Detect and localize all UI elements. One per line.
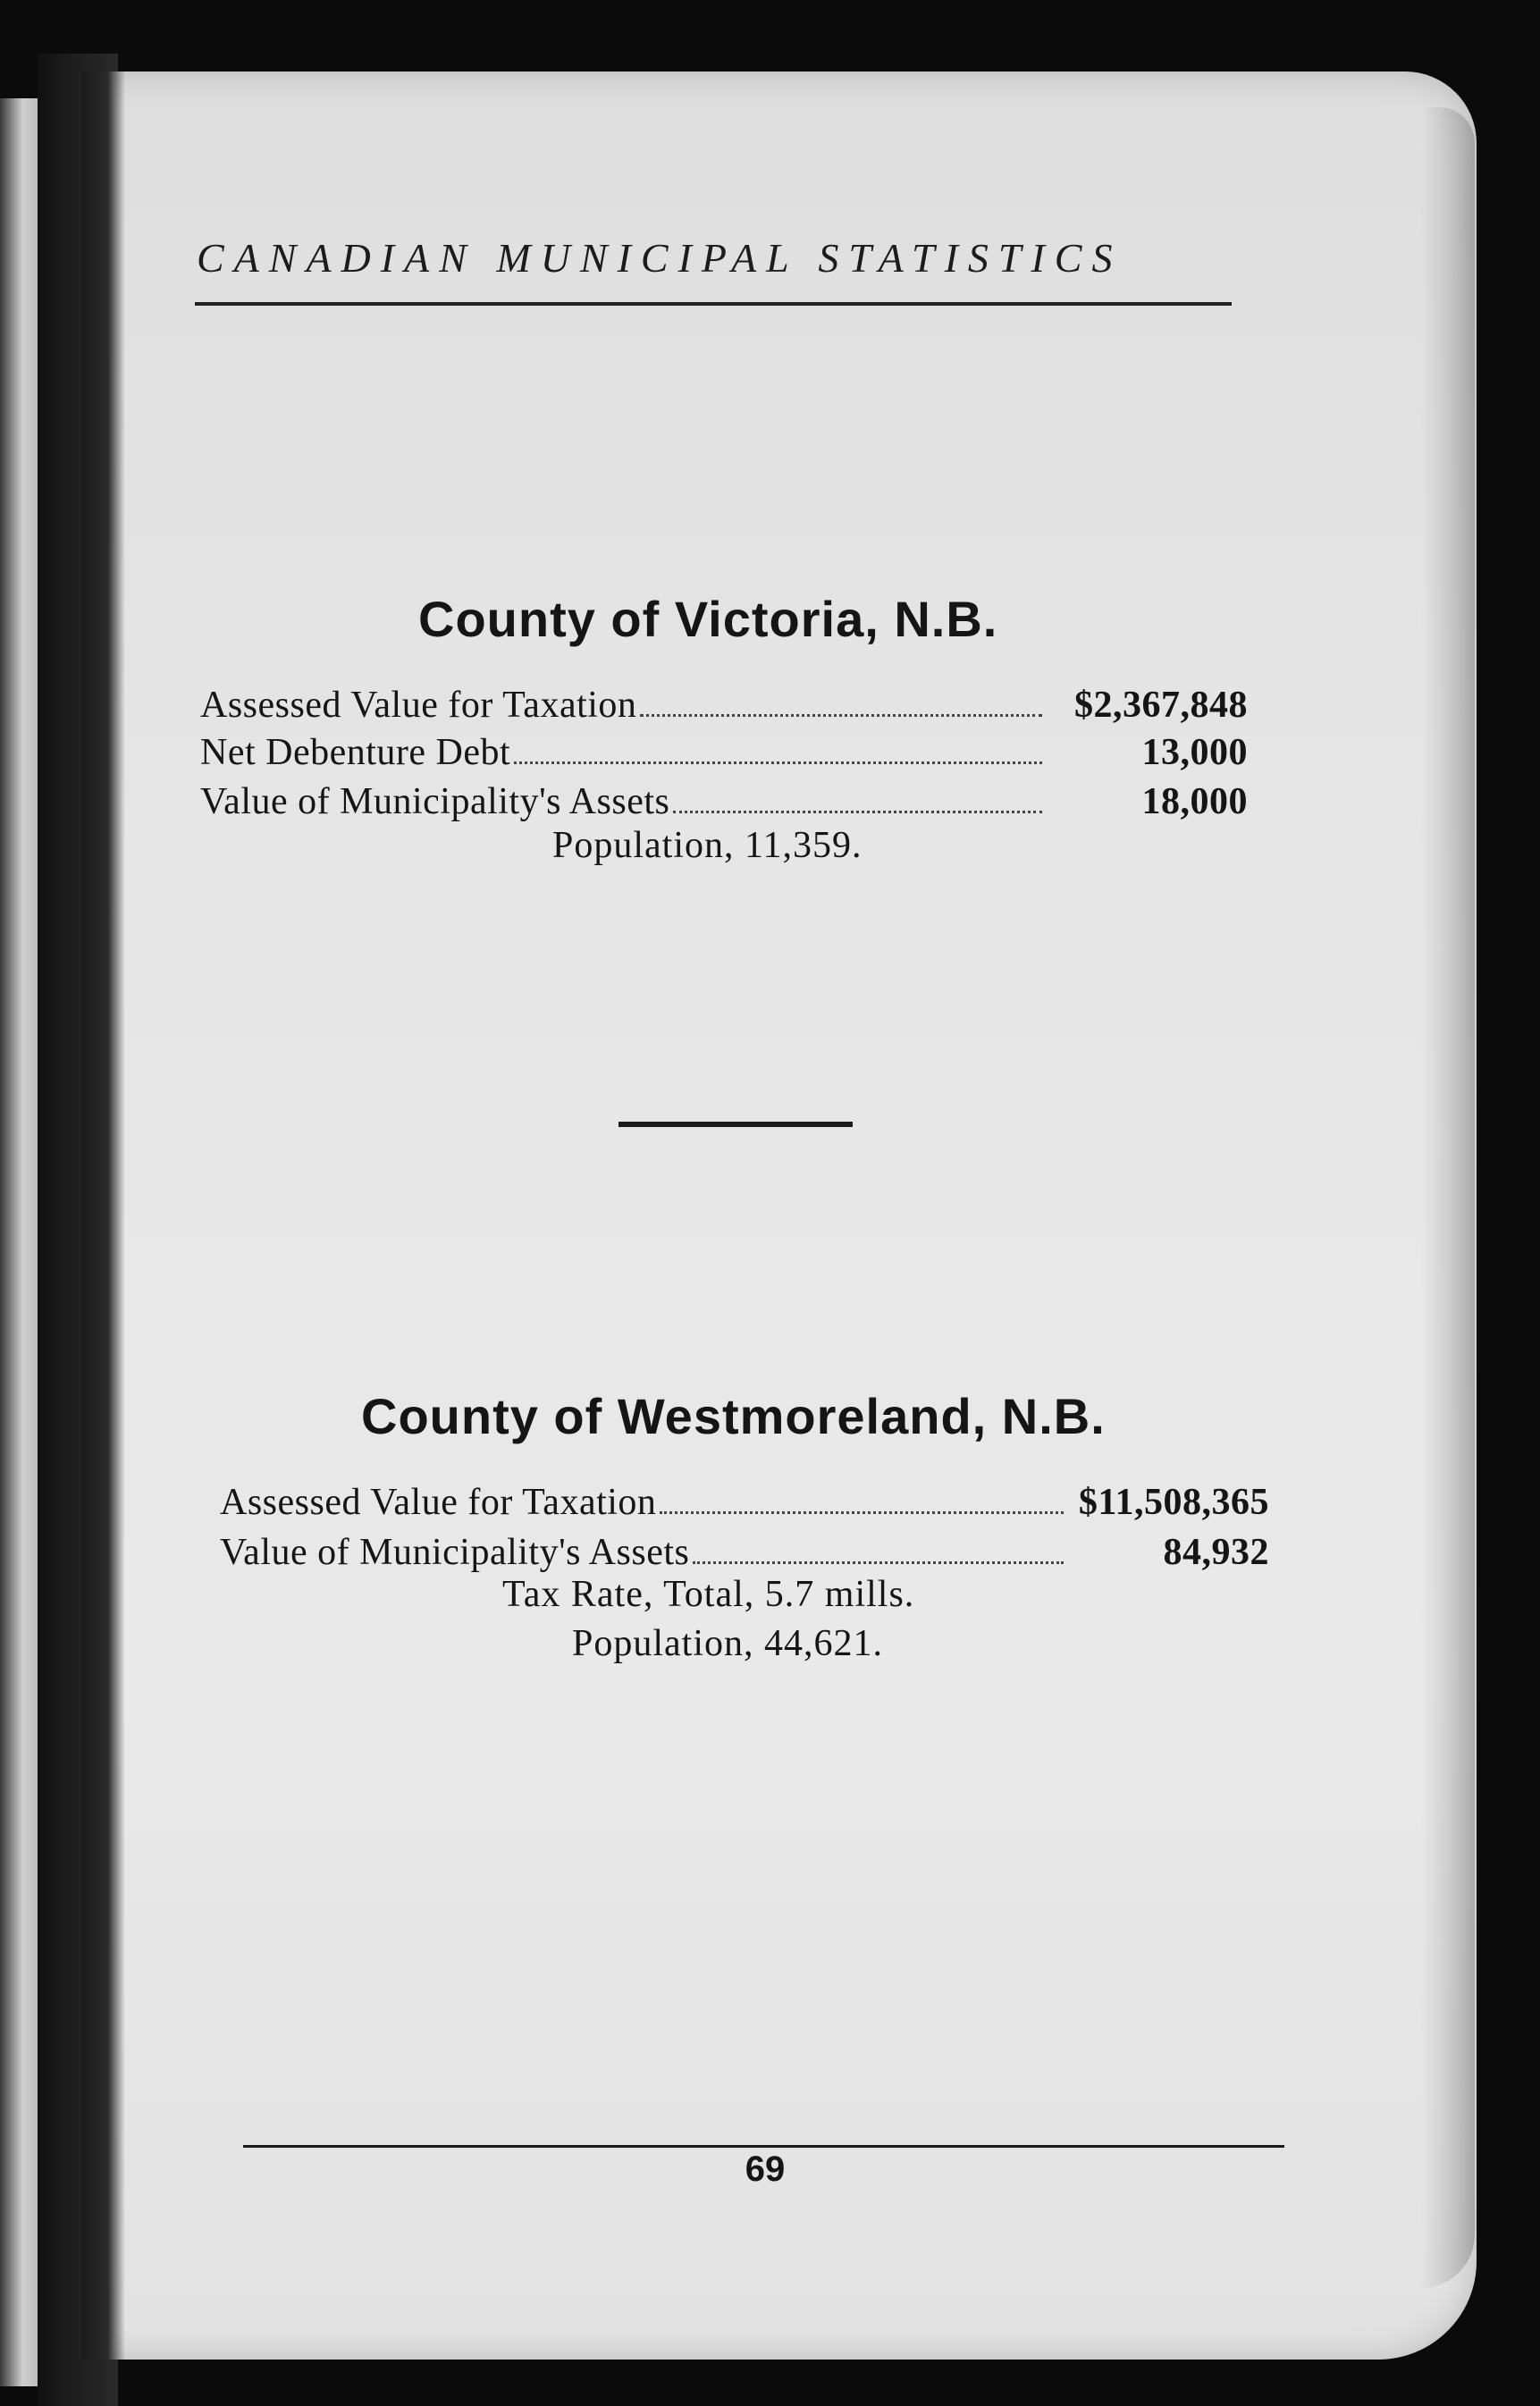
row-value: 13,000 — [1141, 732, 1248, 773]
book-page — [82, 72, 1477, 2360]
victoria-row-assessed — [200, 684, 1248, 730]
row-label: Value of Municipality's Assets — [220, 1532, 690, 1573]
row-value: 18,000 — [1141, 781, 1248, 822]
victoria-row-debenture — [200, 731, 1248, 778]
page-number: 69 — [745, 2149, 786, 2189]
row-value: 84,932 — [1163, 1532, 1269, 1573]
facing-page-edge — [0, 98, 38, 2386]
leader-dots — [514, 761, 1042, 764]
victoria-population: Population, 11,359. — [552, 825, 863, 866]
row-label: Assessed Value for Taxation — [200, 685, 637, 726]
westmoreland-title: County of Westmoreland, N.B. — [361, 1388, 1106, 1444]
westmoreland-row-assets — [220, 1531, 1269, 1577]
westmoreland-tax-rate: Tax Rate, Total, 5.7 mills. — [502, 1574, 915, 1615]
leader-dots — [693, 1561, 1064, 1564]
victoria-title: County of Victoria, N.B. — [418, 591, 998, 647]
footer-rule — [243, 2145, 1284, 2148]
row-value: $2,367,848 — [1074, 685, 1248, 726]
row-label: Value of Municipality's Assets — [200, 781, 670, 822]
row-label: Assessed Value for Taxation — [220, 1482, 657, 1523]
leader-dots — [640, 713, 1042, 717]
leader-dots — [660, 1510, 1064, 1514]
victoria-row-assets — [200, 780, 1248, 827]
row-label: Net Debenture Debt — [200, 732, 511, 773]
row-value: $11,508,365 — [1078, 1482, 1269, 1523]
page-right-edge — [1421, 107, 1475, 2288]
section-divider — [619, 1122, 853, 1127]
westmoreland-population: Population, 44,621. — [572, 1623, 884, 1664]
running-head-rule — [195, 302, 1232, 306]
running-head: CANADIAN MUNICIPAL STATISTICS — [197, 235, 1123, 281]
leader-dots — [673, 810, 1042, 813]
westmoreland-row-assessed — [220, 1481, 1269, 1527]
page-gutter — [82, 72, 125, 2360]
